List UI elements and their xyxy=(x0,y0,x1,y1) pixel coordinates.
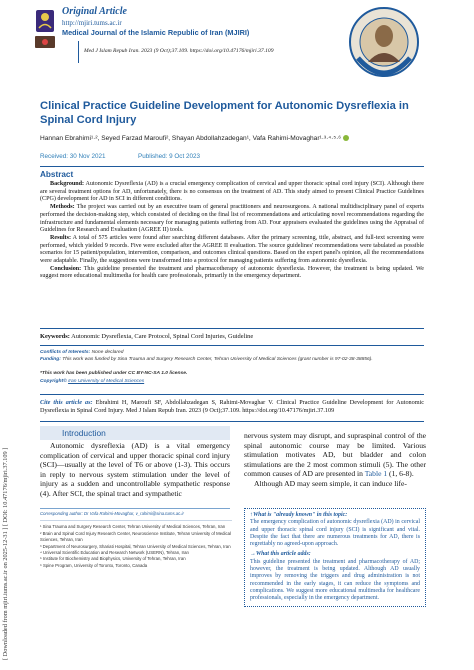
highlights-box xyxy=(244,508,426,607)
header-divider xyxy=(78,41,79,63)
funding-line xyxy=(40,356,424,363)
methods-label: Methods: xyxy=(50,204,75,211)
article-type xyxy=(62,6,127,17)
results-label: Results: xyxy=(50,234,71,241)
license-line xyxy=(40,370,424,377)
published-date-text: Published: 9 Oct 2023 xyxy=(138,153,200,160)
affiliations-rule xyxy=(40,508,230,509)
keywords-text: Autonomic Dysreflexia, Care Protocol, Spinal Cord Injuries, Guideline xyxy=(71,333,254,340)
keywords-bottom-rule xyxy=(40,345,424,346)
col2-text-a: nervous system may disrupt, and supraspinal control of the spinal autonomic course may be limited. Various stimulation motivates AD, but bladder and colon stimulations are the 2 most common stimuli (5). The other common causes of AD are presented in xyxy=(244,431,426,479)
affiliations-inner-rule xyxy=(40,520,232,521)
abstract-top-rule xyxy=(40,166,424,167)
results-text: A total of 575 articles were found after searching different databases. After the primary screening, title, abstract, and full-text screening were performed, which yielded 9 records. Five were excluded after the AGREE II evaluation. The source guidelines' recommendations were tabulated as possible scenarios for 15 patient/population, intervention, comparison, and outcomes clinical questions. Based on the expert panel's opinion, all the recommendations were adaptable. Finally, the suggestions were transformed into a protocol for managing patients suffering from autonomic dysreflexia. xyxy=(40,234,424,265)
journal-name xyxy=(62,28,249,37)
methods-text: The project was carried out by an executive team of general practitioners and neurosurgeons. A national multidisciplinary panel of experts performed the decision-making step, which consisted of deciding on the final list of recommendations and articulating novel recommendations regarding the infrastructure and fundamental elements necessary for managing patients suffering from AD. Four appraisers evaluated the guidelines using the Appraisal of Guidelines for Research and Evaluation (AGREE II) tools. xyxy=(40,204,424,234)
body-column-right-para-2 xyxy=(244,479,426,489)
table-1-link[interactable]: Table 1 xyxy=(364,469,388,479)
affiliations-block xyxy=(40,511,232,569)
abstract-heading-text: Abstract xyxy=(40,170,74,179)
journal-logo-icon xyxy=(32,8,58,50)
cite-block xyxy=(40,399,424,415)
affiliation-3: ³ Department of Neurosurgery, Shariati Hospital, Tehran University of Medical Sciences, Tehran, Iran xyxy=(40,543,231,549)
conflicts-line xyxy=(40,349,424,356)
copyright-label: Copyright© xyxy=(40,378,67,384)
abstract-results xyxy=(40,235,424,266)
keywords-top-rule xyxy=(40,328,424,329)
background-label: Background: xyxy=(50,181,85,187)
body-column-left-text: Autonomic dysreflexia (AD) is a vital emergency complication of cervical and upper thoracic spinal cord injury (SCI)—usually at the level of T6 or above (1-3). This occurs in reply to nervous system stimulation under the level of injury as a sudden and uncontrollable sympathetic response (4). After SCI, the spinal tract and sympathetic xyxy=(40,441,230,498)
orcid-icon[interactable] xyxy=(343,135,349,141)
journal-url[interactable] xyxy=(62,19,122,27)
corresponding-author: Corresponding author: Dr Vafa Rahimi-Movaghar, v_rahimi@sina.tums.ac.ir xyxy=(40,511,184,516)
author-list-text: Hannan Ebrahimi¹·², Seyed Farzad Maroufi², Shayan Abdollahzadegan¹, Vafa Rahimi-Movaghar¹·³·⁴·⁵·⁶ xyxy=(40,135,341,142)
keywords xyxy=(40,333,424,340)
copyright-line xyxy=(40,378,424,385)
cite-text: Ebrahimi H, Maroufi SF, Abdollahzadegan S, Rahimi-Movaghar V. Clinical Practice Guideline Development for Autonomic Dysreflexia in Spinal Cord Injury. Med J Islam Repub Iran. 2023 (9 Oct);37.109. https://doi.org/10.47176/mjiri.37.109 xyxy=(40,399,425,414)
abstract-heading xyxy=(40,170,73,179)
body-column-right xyxy=(244,431,426,489)
affiliation-2: ² Brain and Spinal Cord Injury Research Center, Neuroscience Institute, Tehran University of Medical Sciences, Tehran, Iran xyxy=(40,530,231,543)
article-type-label: Original Article xyxy=(62,6,127,17)
adds-text: This guideline presented the treatment and pharmacotherapy of AD; however, the treatment is being updated. Although AD usually improves by removing the triggers and drug administration is not recommended in the early stages, it can reduce the symptoms and complications. We suggest more educational multimedia for healthcare professionals, especially in the emergency department. xyxy=(250,558,420,602)
cite-bottom-rule xyxy=(40,421,424,422)
abstract-conclusion xyxy=(40,266,424,281)
side-note-text: [ Downloaded from mjiri.iums.ac.ir on 2025-12-31 ] [ DOI: 10.47176/mjiri.37.109 ] xyxy=(2,447,9,660)
published-date xyxy=(138,153,200,160)
notes-block xyxy=(40,349,424,385)
conclusion-label: Conclusion: xyxy=(50,265,82,272)
received-date-text: Received: 30 Nov 2021 xyxy=(40,153,106,160)
affiliation-6: ⁶ Spine Program, University of Toronto, Toronto, Canada xyxy=(40,562,148,568)
affiliation-4: ⁴ Universal Scientific Education and Research Network (USERN), Tehran, Iran xyxy=(40,550,189,556)
download-side-note xyxy=(2,270,14,660)
funding-text: This work was funded by Sina Trauma and Surgery Research Center, Tehran University of Medical Sciences (grant number is 97-02-38-38856). xyxy=(62,357,373,363)
journal-url-link[interactable]: http://mjiri.tums.ac.ir xyxy=(62,19,122,27)
journal-name-text: Medical Journal of the Islamic Republic of Iran (MJIRI) xyxy=(62,28,250,37)
abstract-methods xyxy=(40,204,424,235)
adds-heading: →What this article adds: xyxy=(250,551,311,558)
body-column-right-para xyxy=(244,431,426,479)
background-text: Autonomic Dysreflexia (AD) is a crucial emergency complication of cervical and upper thoracic spinal cord injury (SCI). Although there are several treatment options for AD, unfortunately, there is no consensus on the treatment of AD. This study aimed to present Clinical Practice Guidelines (CPG) development for AD in SCI in different conditions. xyxy=(40,181,424,203)
col2-text-b: (1, 6-8). xyxy=(387,469,414,479)
conclusion-text: This guideline presented the treatment and pharmacotherapy of autonomic dysreflexia. However, the treatment is being updated. We suggest more educational multimedia for health care professionals, primarily in the emergency department. xyxy=(40,265,424,280)
received-date xyxy=(40,153,105,160)
keywords-label: Keywords: xyxy=(40,333,70,340)
body-column-left xyxy=(40,441,230,499)
affiliation-5: ⁵ Institute for Biochemistry and Biophysics, University of Tehran, Tehran, Iran xyxy=(40,556,186,562)
cite-top-rule xyxy=(40,394,424,395)
known-text: The emergency complication of autonomic dysreflexia (AD) in cervical and upper thoracic spinal cord injury (SCI) is significant and vital. Despite the fact that there are numerous treatments for AD, there is regrettably no agreed-upon approach. xyxy=(250,519,420,548)
license-text: *This work has been published under CC BY-NC-SA 1.0 license. xyxy=(40,371,188,377)
col2-text-c: Although AD may seem simple, it can induce life- xyxy=(254,478,407,488)
intro-heading xyxy=(62,428,106,438)
copyright-link[interactable]: Iran University of Medical Sciences xyxy=(68,378,145,384)
affiliation-1: ¹ Sina Trauma and Surgery Research Center, Tehran University of Medical Sciences, Tehran, Iran xyxy=(40,524,226,530)
header-citation-text: Med J Islam Repub Iran. 2023 (9 Oct);37.109. https://doi.org/10.47176/mjiri.37.109 xyxy=(84,48,274,54)
abstract-background xyxy=(40,181,424,204)
funding-label: Funding: xyxy=(40,357,61,363)
header-citation xyxy=(84,48,274,54)
intro-heading-text: Introduction xyxy=(62,428,106,438)
conflicts-text: None declared xyxy=(91,350,124,355)
conflicts-label: Conflicts of Interests: xyxy=(40,350,91,355)
cite-label: Cite this article as: xyxy=(40,399,93,406)
author-list xyxy=(40,135,349,142)
article-title-text: Clinical Practice Guideline Development for Autonomic Dysreflexia in Spinal Cord Injury xyxy=(40,100,409,126)
article-title xyxy=(40,100,420,127)
known-heading: ↑What is "already known" in this topic: xyxy=(250,512,348,518)
abstract-body xyxy=(40,181,424,281)
journal-seal-icon xyxy=(348,2,420,92)
